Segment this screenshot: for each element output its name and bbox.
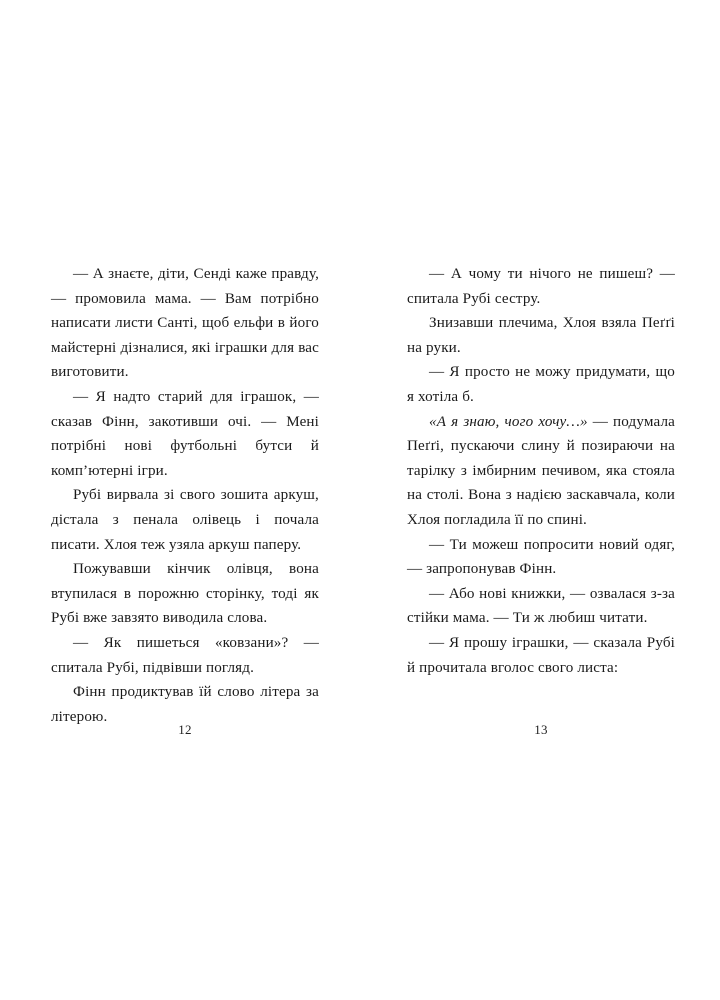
paragraph: — Я надто старий для іграшок, — сказав Фінн, закотивши очі. — Мені потрібні нові футбольні бутси й комп’ютерні ігри.: [51, 388, 319, 479]
paragraph-with-italic: [407, 410, 675, 533]
paragraph: — А знаєте, діти, Сенді каже правду, — промовила мама. — Вам потрібно написати листи Санті, щоб ельфи в його майстерні дізналися, які іграшки для вас виготовити.: [51, 266, 319, 381]
paragraph: — Або нові книжки, — озвалася з-за стійки мама. — Ти ж любиш читати.: [407, 585, 675, 627]
paragraph: — Я просто не можу придумати, що я хотіла б.: [407, 364, 675, 405]
italic-thought-text: «А я знаю, чого хочу…»: [429, 413, 588, 430]
paragraph: Знизавши плечима, Хлоя взяла Пеґґі на руки.: [407, 315, 675, 356]
paragraph: Рубі вирвала зі свого зошита аркуш, дістала з пенала олівець і почала писати. Хлоя теж узяла аркуш паперу.: [51, 487, 319, 553]
page-right: [407, 262, 675, 680]
paragraph: — А чому ти нічого не пишеш? — спитала Рубі сестру.: [407, 266, 675, 307]
paragraph: — Як пишеться «ковзани»? — спитала Рубі, підвівши погляд.: [51, 634, 319, 676]
paragraph-remainder: — подумала Пеґґі, пускаючи слину й позираючи на тарілку з імбирним печивом, яка стояла на столі. Вона з надією заскавчала, коли Хлоя погладила її по спині.: [407, 413, 675, 528]
paragraph: — Ти можеш попросити новий одяг, — запропонував Фінн.: [407, 536, 675, 578]
paragraph: — Я прошу іграшки, — сказала Рубі й прочитала вголос свого листа:: [407, 634, 675, 676]
page-right-text-body: [407, 262, 675, 680]
page-number-right: 13: [534, 722, 548, 737]
page-left-text-body: [51, 262, 319, 729]
paragraph: Пожувавши кінчик олівця, вона втупилася в порожню сторінку, тоді як Рубі вже завзято виводила слова.: [51, 561, 319, 627]
page-left: [51, 262, 319, 729]
paragraph: Фінн продиктував їй слово літера за літерою.: [51, 684, 319, 725]
page-number-left: 12: [178, 722, 192, 737]
